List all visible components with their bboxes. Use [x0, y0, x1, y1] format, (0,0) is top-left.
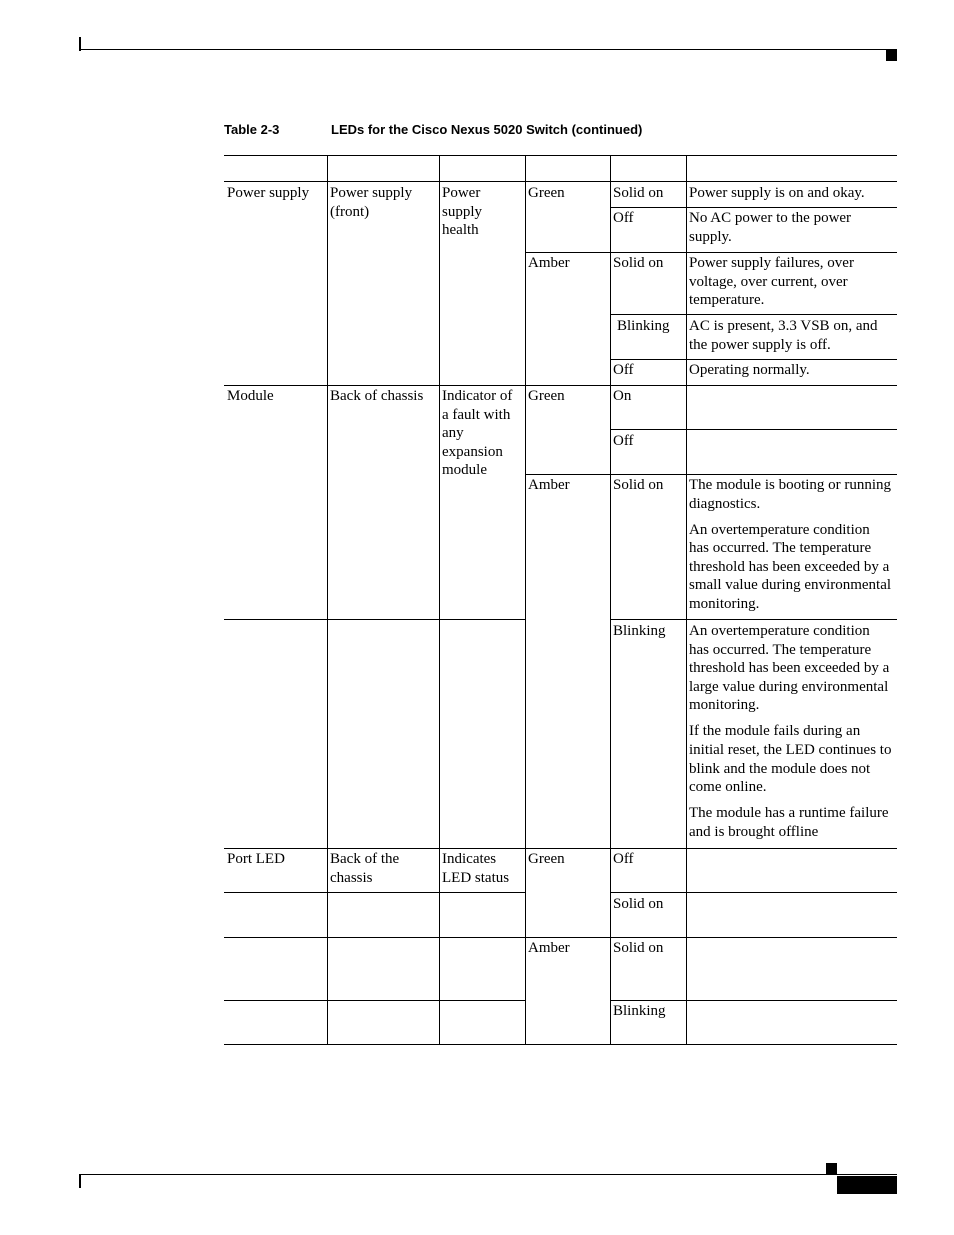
description-cell: Power supply is on and okay.: [689, 185, 865, 201]
row-divider: [610, 619, 897, 620]
color-cell: Amber: [528, 255, 570, 271]
section-divider: [224, 385, 897, 386]
color-cell: Green: [528, 851, 565, 867]
status-cell: Off: [613, 851, 634, 867]
header-rule: [79, 49, 897, 50]
status-cell: Solid on: [613, 940, 664, 956]
row-divider: [610, 1000, 897, 1001]
description-cell: No AC power to the power supply.: [689, 210, 852, 245]
function-cell: Indicates LED status: [442, 851, 510, 886]
row-divider: [525, 474, 897, 475]
column-divider: [439, 155, 440, 1044]
section-divider: [224, 848, 897, 849]
row-divider: [610, 314, 897, 315]
footer-page-tab: [837, 1176, 897, 1194]
column-divider: [327, 155, 328, 1044]
status-cell: Off: [613, 210, 634, 226]
row-divider: [610, 892, 897, 893]
component-cell: Module: [227, 388, 274, 404]
footer-corner-mark: [826, 1163, 837, 1174]
component-cell: Power supply: [227, 185, 310, 201]
location-cell: Power supply (front): [330, 185, 413, 220]
row-divider: [224, 937, 897, 938]
row-divider: [224, 1000, 525, 1001]
description-cell: Operating normally.: [689, 362, 810, 378]
component-cell: Port LED: [227, 851, 285, 867]
table-top-rule: [224, 155, 897, 156]
status-cell: Blinking: [613, 623, 666, 639]
row-divider: [224, 619, 525, 620]
location-cell: Back of the chassis: [330, 851, 400, 886]
table-title: LEDs for the Cisco Nexus 5020 Switch (continued): [331, 122, 643, 137]
description-cell: The module is booting or running diagnostics. An overtemperature condition has occurred. The temperature threshold has been exceeded by a small value during environmental monitoring.: [689, 477, 892, 613]
description-cell: AC is present, 3.3 VSB on, and the power supply is off.: [689, 318, 878, 353]
footer-left-tick: [79, 1174, 81, 1188]
status-cell: Solid on: [613, 477, 664, 493]
status-cell: Solid on: [613, 185, 664, 201]
row-divider: [610, 207, 897, 208]
column-divider: [525, 155, 526, 1044]
description-cell: Power supply failures, over voltage, over current, over temperature.: [689, 255, 854, 309]
color-cell: Amber: [528, 477, 570, 493]
function-cell: Power supply health: [442, 185, 483, 239]
row-divider: [525, 252, 897, 253]
table-number: Table 2-3: [224, 122, 280, 137]
footer-rule: [79, 1174, 897, 1175]
status-cell: Solid on: [613, 255, 664, 271]
function-cell: Indicator of a fault with any expansion module: [442, 388, 513, 479]
row-divider: [610, 359, 897, 360]
color-cell: Amber: [528, 940, 570, 956]
table-bottom-rule: [224, 1044, 897, 1045]
color-cell: Green: [528, 388, 565, 404]
location-cell: Back of chassis: [330, 388, 424, 404]
row-divider: [610, 429, 897, 430]
status-cell: Off: [613, 362, 634, 378]
row-divider: [224, 892, 525, 893]
status-cell: Solid on: [613, 896, 664, 912]
header-corner-mark: [886, 50, 897, 61]
status-cell: On: [613, 388, 632, 404]
status-cell: Off: [613, 433, 634, 449]
color-cell: Green: [528, 185, 565, 201]
status-cell: Blinking: [617, 318, 670, 334]
header-row-bottom-rule: [224, 181, 897, 182]
status-cell: Blinking: [613, 1003, 666, 1019]
description-cell: An overtemperature condition has occurred. The temperature threshold has been exceeded by a large value during environmental monitoring. If the module fails during an initial reset, the LED continues to blink and the module does not come online. The module has a runtime failure and is brought offline: [689, 623, 892, 840]
